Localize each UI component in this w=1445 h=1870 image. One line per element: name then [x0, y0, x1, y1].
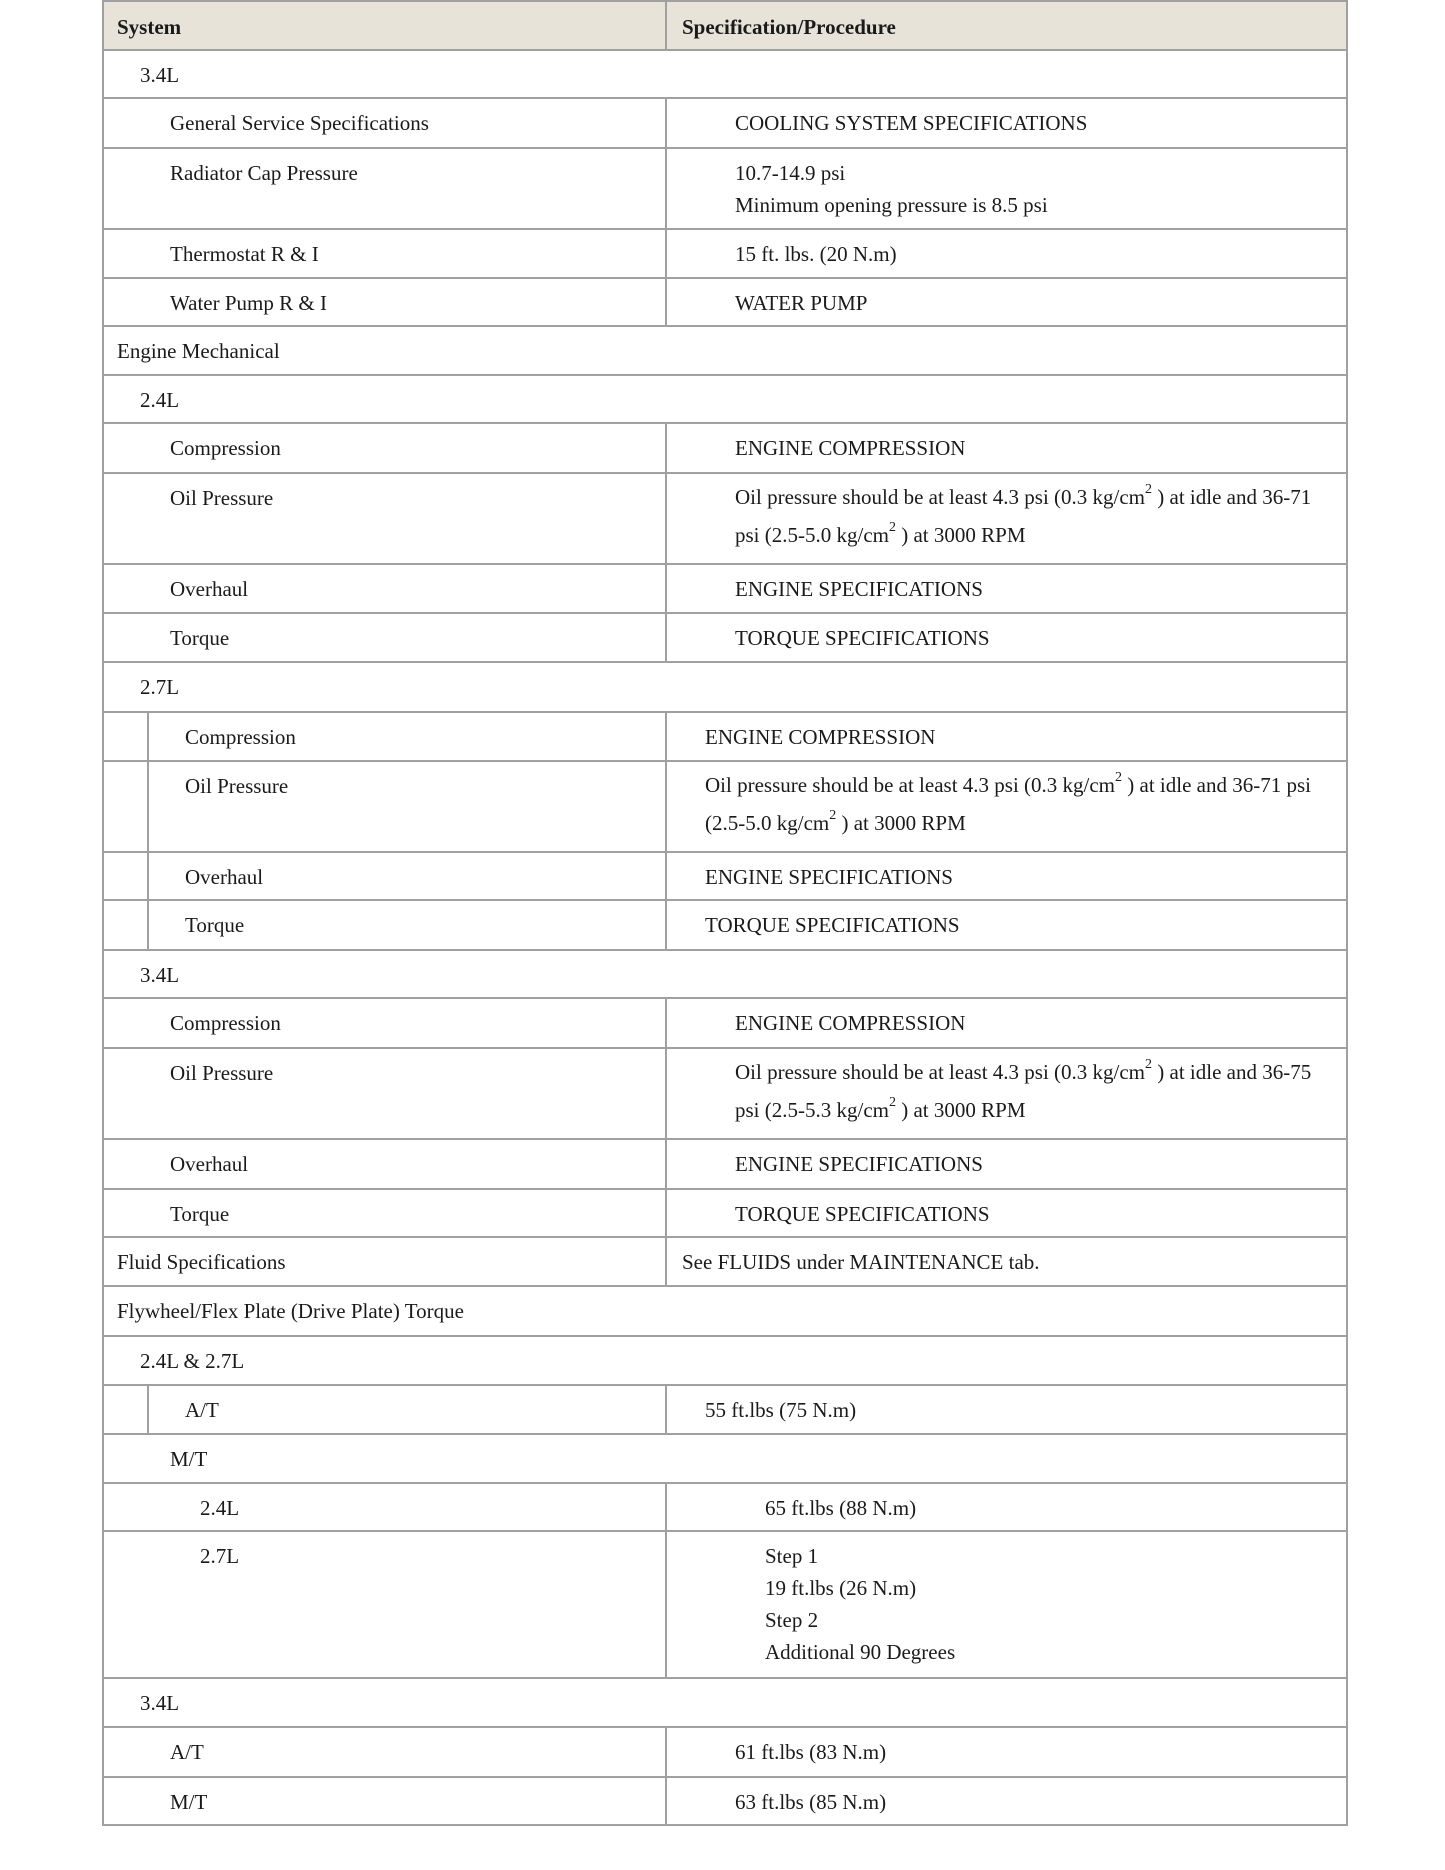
table-row	[102, 565, 1348, 614]
system-label: Fluid Specifications	[117, 1250, 286, 1274]
spec-cell	[665, 565, 1346, 612]
superscript: 2	[888, 1095, 896, 1110]
spec-line: ENGINE SPECIFICATIONS	[705, 865, 953, 889]
nested-divider	[147, 901, 149, 949]
system-label: Thermostat R & I	[170, 242, 319, 266]
table-row	[102, 1140, 1348, 1190]
system-cell	[104, 853, 665, 899]
nested-divider	[147, 853, 149, 899]
spec-cell	[665, 713, 1346, 760]
group-row	[102, 1287, 1348, 1337]
system-label: Oil Pressure	[185, 774, 289, 798]
table-row	[102, 1728, 1348, 1778]
spec-text: psi (2.5-5.0 kg/cm	[735, 523, 889, 547]
spec-text: ) at idle and 36-71 psi	[1122, 773, 1311, 797]
system-label: Overhaul	[185, 865, 264, 889]
group-row	[102, 951, 1348, 999]
spec-value	[667, 99, 1346, 139]
table-row	[102, 614, 1348, 663]
system-cell	[104, 424, 665, 472]
spec-value	[667, 149, 1346, 221]
system-cell	[104, 1484, 665, 1530]
group-label: 2.7L	[140, 675, 180, 699]
system-cell	[104, 1049, 665, 1138]
spec-text: ) at idle and 36-75	[1152, 1060, 1312, 1084]
spec-line: TORQUE SPECIFICATIONS	[735, 1202, 990, 1226]
system-label: Compression	[170, 436, 281, 460]
spec-cell	[665, 614, 1346, 661]
superscript: 2	[1115, 770, 1123, 785]
spec-line	[735, 1053, 1346, 1091]
spec-value	[667, 901, 1346, 941]
spec-value	[667, 474, 1346, 554]
superscript: 2	[888, 520, 896, 535]
system-cell	[104, 1238, 665, 1285]
system-cell	[104, 999, 665, 1047]
superscript: 2	[1145, 482, 1153, 497]
nested-divider	[147, 1386, 149, 1433]
spec-line: 15 ft. lbs. (20 N.m)	[735, 242, 897, 266]
table-header	[102, 0, 1348, 51]
spec-line: 61 ft.lbs (83 N.m)	[735, 1740, 887, 1764]
system-cell	[104, 99, 665, 147]
group-label: M/T	[170, 1447, 208, 1471]
spec-text: ) at 3000 RPM	[836, 811, 966, 835]
system-cell	[104, 614, 665, 661]
spec-text: ) at idle and 36-71	[1152, 485, 1312, 509]
system-label: Radiator Cap Pressure	[170, 161, 358, 185]
spec-line	[735, 1091, 1346, 1129]
group-cell	[104, 51, 1346, 97]
spec-line: ENGINE COMPRESSION	[735, 1011, 966, 1035]
spec-value	[667, 853, 1346, 893]
table-row	[102, 99, 1348, 149]
spec-line	[705, 766, 1346, 804]
spec-cell	[665, 279, 1346, 325]
spec-value	[667, 1386, 1346, 1426]
spec-text: (2.5-5.0 kg/cm	[705, 811, 830, 835]
spec-value	[667, 1049, 1346, 1129]
spec-cell	[665, 999, 1346, 1047]
spec-value	[667, 424, 1346, 464]
spec-line: ENGINE SPECIFICATIONS	[735, 577, 983, 601]
system-cell	[104, 230, 665, 277]
spec-cell	[665, 1190, 1346, 1236]
spec-cell	[665, 853, 1346, 899]
spec-line	[735, 516, 1346, 554]
group-label: 3.4L	[140, 1691, 180, 1715]
system-cell	[104, 1532, 665, 1677]
spec-line: 55 ft.lbs (75 N.m)	[705, 1398, 857, 1422]
system-cell	[104, 713, 665, 760]
table-row	[102, 1049, 1348, 1140]
system-label: Torque	[185, 913, 245, 937]
table-row	[102, 149, 1348, 230]
spec-cell	[665, 1778, 1346, 1824]
spec-cell	[665, 149, 1346, 228]
spec-text: Oil pressure should be at least 4.3 psi (0.3 kg/cm	[735, 485, 1146, 509]
system-cell	[104, 474, 665, 563]
spec-cell	[665, 99, 1346, 147]
spec-value	[667, 230, 1346, 270]
system-label: Overhaul	[170, 1152, 249, 1176]
header-spec-cell	[665, 2, 1346, 49]
system-label: 2.4L	[200, 1496, 240, 1520]
spec-value	[667, 1238, 1346, 1278]
table-row	[102, 999, 1348, 1049]
spec-line: 10.7-14.9 psi	[735, 161, 846, 185]
spec-line: ENGINE COMPRESSION	[705, 725, 936, 749]
group-label: Engine Mechanical	[117, 339, 280, 363]
nested-divider	[147, 713, 149, 760]
system-cell	[104, 1728, 665, 1776]
spec-line: 65 ft.lbs (88 N.m)	[765, 1496, 917, 1520]
superscript: 2	[1145, 1057, 1153, 1072]
group-cell	[104, 1337, 1346, 1384]
table-row	[102, 1190, 1348, 1238]
table-row	[102, 1386, 1348, 1435]
spec-value	[667, 999, 1346, 1039]
spec-line: ENGINE SPECIFICATIONS	[735, 1152, 983, 1176]
system-label: Oil Pressure	[170, 1061, 274, 1085]
group-cell	[104, 663, 1346, 711]
spec-text: Oil pressure should be at least 4.3 psi (0.3 kg/cm	[705, 773, 1116, 797]
table-row	[102, 1484, 1348, 1532]
spec-cell	[665, 1386, 1346, 1433]
spec-value	[667, 1728, 1346, 1768]
table-row	[102, 474, 1348, 565]
group-row	[102, 1435, 1348, 1484]
system-label: Compression	[170, 1011, 281, 1035]
spec-text: ) at 3000 RPM	[895, 523, 1026, 547]
system-label: A/T	[170, 1740, 204, 1764]
group-label: Flywheel/Flex Plate (Drive Plate) Torque	[117, 1299, 464, 1323]
table-row	[102, 762, 1348, 853]
spec-cell	[665, 1728, 1346, 1776]
system-label: Torque	[170, 626, 230, 650]
system-label: Oil Pressure	[170, 486, 274, 510]
spec-value	[667, 279, 1346, 319]
spec-text: Oil pressure should be at least 4.3 psi (0.3 kg/cm	[735, 1060, 1146, 1084]
spec-value	[667, 614, 1346, 654]
spec-line: ENGINE COMPRESSION	[735, 436, 966, 460]
table-row	[102, 713, 1348, 762]
system-label: Torque	[170, 1202, 230, 1226]
system-label: A/T	[185, 1398, 219, 1422]
spec-line: Step 1	[765, 1544, 819, 1568]
nested-divider	[147, 762, 149, 851]
spec-cell	[665, 1532, 1346, 1677]
system-cell	[104, 762, 665, 851]
group-row	[102, 663, 1348, 713]
spec-line: WATER PUMP	[735, 291, 868, 315]
spec-text: psi (2.5-5.3 kg/cm	[735, 1098, 889, 1122]
spec-value	[667, 1532, 1346, 1668]
system-cell	[104, 565, 665, 612]
system-label: Compression	[185, 725, 296, 749]
table-row	[102, 1778, 1348, 1826]
spec-line: 19 ft.lbs (26 N.m)	[765, 1576, 917, 1600]
system-cell	[104, 149, 665, 228]
group-cell	[104, 1435, 1346, 1482]
table-row	[102, 853, 1348, 901]
table-row	[102, 1532, 1348, 1679]
system-cell	[104, 1190, 665, 1236]
system-cell	[104, 1778, 665, 1824]
system-label: General Service Specifications	[170, 111, 429, 135]
group-row	[102, 1337, 1348, 1386]
group-cell	[104, 327, 1346, 374]
system-label: M/T	[170, 1790, 208, 1814]
spec-cell	[665, 1238, 1346, 1285]
spec-cell	[665, 901, 1346, 949]
system-cell	[104, 279, 665, 325]
group-cell	[104, 951, 1346, 997]
group-row	[102, 1679, 1348, 1728]
spec-cell	[665, 1049, 1346, 1138]
superscript: 2	[829, 808, 837, 823]
system-cell	[104, 901, 665, 949]
spec-cell	[665, 230, 1346, 277]
spec-line	[735, 478, 1346, 516]
group-row	[102, 376, 1348, 424]
spec-cell	[665, 762, 1346, 851]
group-cell	[104, 1287, 1346, 1335]
spec-table	[102, 0, 1348, 1826]
group-row	[102, 51, 1348, 99]
group-label: 3.4L	[140, 63, 180, 87]
spec-value	[667, 713, 1346, 753]
group-label: 2.4L & 2.7L	[140, 1349, 245, 1373]
group-label: 2.4L	[140, 388, 180, 412]
spec-line: Step 2	[765, 1608, 819, 1632]
group-cell	[104, 1679, 1346, 1726]
header-spec: Specification/Procedure	[682, 15, 896, 39]
spec-cell	[665, 1140, 1346, 1188]
system-label: Water Pump R & I	[170, 291, 327, 315]
system-label: Overhaul	[170, 577, 249, 601]
spec-line: COOLING SYSTEM SPECIFICATIONS	[735, 111, 1088, 135]
spec-cell	[665, 474, 1346, 563]
spec-value	[667, 1190, 1346, 1230]
spec-line: TORQUE SPECIFICATIONS	[705, 913, 960, 937]
system-cell	[104, 1140, 665, 1188]
table-row	[102, 230, 1348, 279]
group-cell	[104, 376, 1346, 422]
spec-value	[667, 1484, 1346, 1524]
header-system-cell	[104, 2, 665, 49]
spec-line: TORQUE SPECIFICATIONS	[735, 626, 990, 650]
spec-line: 63 ft.lbs (85 N.m)	[735, 1790, 887, 1814]
header-system: System	[117, 15, 182, 39]
spec-value	[667, 565, 1346, 605]
spec-line	[705, 804, 1346, 842]
table-body	[102, 51, 1348, 1826]
spec-text: ) at 3000 RPM	[895, 1098, 1026, 1122]
spec-line: Additional 90 Degrees	[765, 1640, 956, 1664]
table-row	[102, 901, 1348, 951]
spec-cell	[665, 424, 1346, 472]
spec-value	[667, 1778, 1346, 1818]
system-cell	[104, 1386, 665, 1433]
spec-cell	[665, 1484, 1346, 1530]
table-row	[102, 279, 1348, 327]
spec-line: See FLUIDS under MAINTENANCE tab.	[682, 1250, 1040, 1274]
spec-line: Minimum opening pressure is 8.5 psi	[735, 193, 1048, 217]
spec-value	[667, 1140, 1346, 1180]
system-label: 2.7L	[200, 1544, 240, 1568]
spec-value	[667, 762, 1346, 842]
group-label: 3.4L	[140, 963, 180, 987]
group-row	[102, 327, 1348, 376]
table-row	[102, 424, 1348, 474]
table-row	[102, 1238, 1348, 1287]
